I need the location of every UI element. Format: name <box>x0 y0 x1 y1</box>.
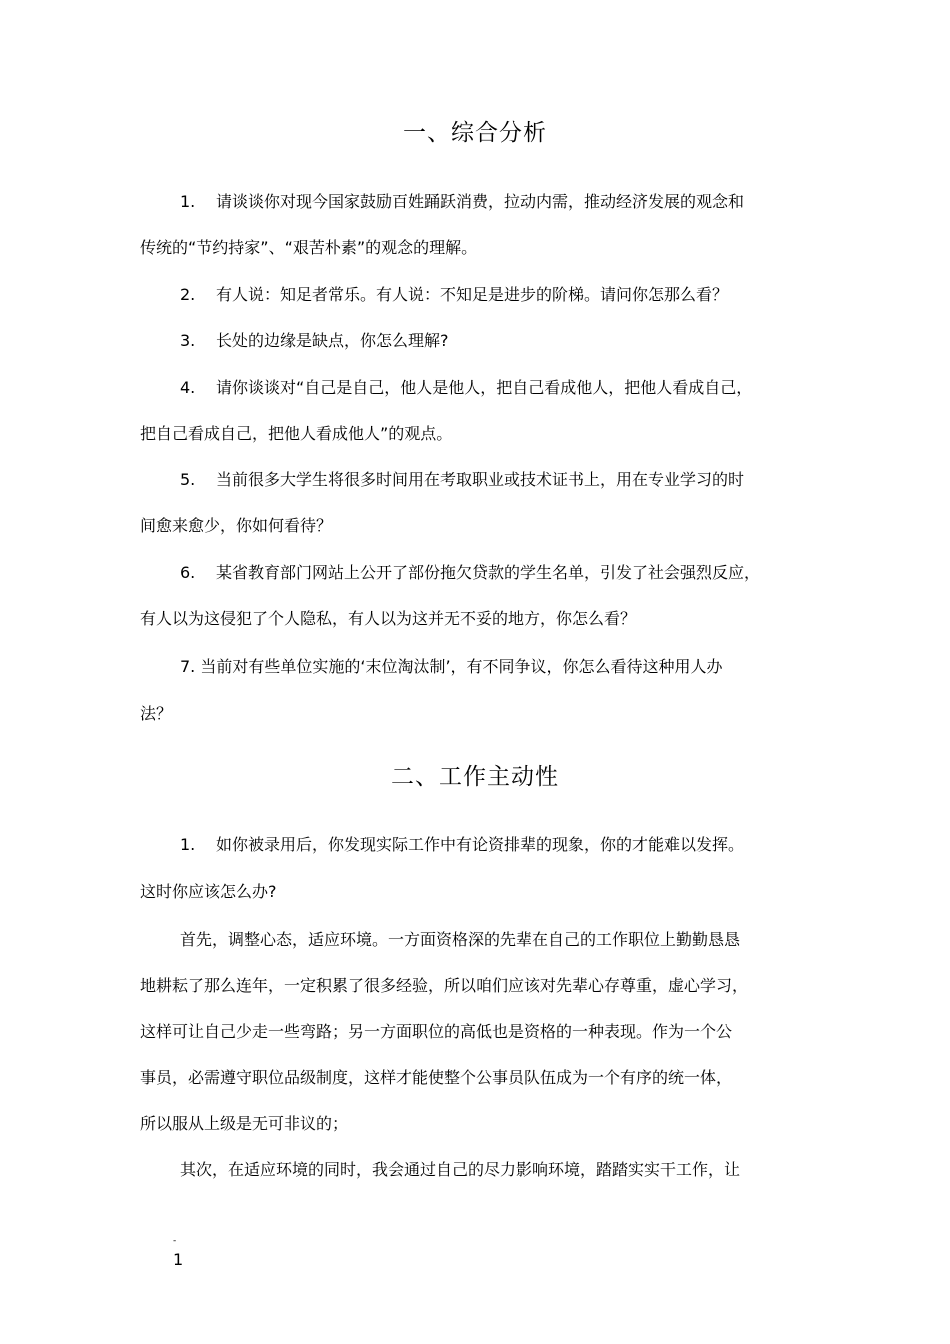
paragraph-1-line: 这样可让自己少走一些弯路；另一方面职位的高低也是资格的一种表现。作为一个公 <box>140 1022 733 1041</box>
section1-title: 一、综合分析 <box>403 120 547 146</box>
question-number: 3. <box>180 331 196 350</box>
question-number: 1. <box>180 192 196 211</box>
question-text: 当前很多大学生将很多时间用在考取职业或技术证书上，用在专业学习的时 <box>216 470 745 489</box>
question-5-line2: 间愈来愈少，你如何看待？ <box>140 516 333 535</box>
question-text: 请你谈谈对“自己是自己，他人是他人，把自己看成他人，把他人看成自己， <box>216 378 753 397</box>
question-number: 1. <box>180 835 196 854</box>
section2-question-line2: 这时你应该怎么办? <box>140 882 277 901</box>
paragraph-1-line: 首先，调整心态，适应环境。一方面资格深的先辈在自己的工作职位上勤勤恳恳 <box>180 930 741 949</box>
question-number: 5. <box>180 470 196 489</box>
question-text: 如你被录用后，你发现实际工作中有论资排辈的现象，你的才能难以发挥。 <box>216 835 745 854</box>
question-6-line2: 有人以为这侵犯了个人隐私，有人以为这并无不妥的地方，你怎么看？ <box>140 609 637 628</box>
question-1-line2: 传统的“节约持家”、“艰苦朴素”的观念的理解。 <box>140 238 478 257</box>
question-number: 7. <box>180 657 196 676</box>
question-text: 某省教育部门网站上公开了部份拖欠贷款的学生名单，引发了社会强烈反应， <box>216 563 761 582</box>
question-text: 当前对有些单位实施的‘末位淘汰制’，有不同争议，你怎么看待这种用人办 <box>200 657 723 676</box>
question-4-line2: 把自己看成自己，把他人看成他人”的观点。 <box>140 424 453 443</box>
question-7-line1 <box>180 655 870 679</box>
question-7-line2: 法？ <box>140 704 173 723</box>
question-number: 4. <box>180 378 196 397</box>
question-3-line1 <box>180 329 870 353</box>
page-number: 1 <box>173 1250 184 1269</box>
question-6-line1 <box>180 561 870 585</box>
section2-title: 二、工作主动性 <box>391 764 559 790</box>
question-1-line1 <box>180 190 870 214</box>
question-5-line1 <box>180 468 870 492</box>
question-4-line1 <box>180 376 870 400</box>
section2-question-line1 <box>180 833 870 857</box>
question-2-line1 <box>180 283 870 307</box>
paragraph-1-line: 地耕耘了那么连年，一定积累了很多经验，所以咱们应该对先辈心存尊重，虚心学习， <box>140 976 749 995</box>
question-number: 2. <box>180 285 196 304</box>
question-text: 有人说：知足者常乐。有人说：不知足是进步的阶梯。请问你怎那么看？ <box>216 285 729 304</box>
paragraph-1-line: 所以服从上级是无可非议的； <box>140 1114 349 1133</box>
question-text: 请谈谈你对现今国家鼓励百姓踊跃消费，拉动内需，推动经济发展的观念和 <box>216 192 745 211</box>
question-number: 6. <box>180 563 196 582</box>
footer-mark: - <box>173 1236 177 1246</box>
question-text: 长处的边缘是缺点，你怎么理解? <box>216 331 449 350</box>
paragraph-2-line: 其次，在适应环境的同时，我会通过自己的尽力影响环境，踏踏实实干工作，让 <box>180 1160 741 1179</box>
paragraph-1-line: 事员，必需遵守职位品级制度，这样才能使整个公事员队伍成为一个有序的统一体， <box>140 1068 733 1087</box>
